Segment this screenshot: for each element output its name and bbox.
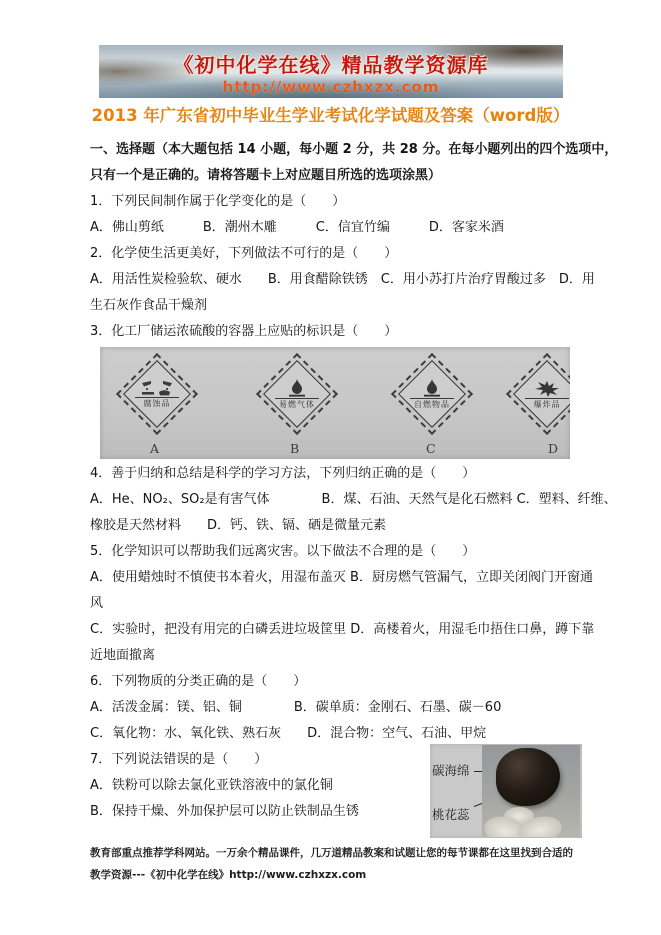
footer-line2: 教学资源---《初中化学在线》http://www.czhxzx.com bbox=[90, 869, 367, 881]
carbon-sponge-figure bbox=[430, 744, 582, 838]
document-title: 2013 年广东省初中毕业生学业考试化学试题及答案（word版） bbox=[91, 106, 570, 125]
question-7-option-a: A．铁粉可以除去氯化亚铁溶液中的氯化铜 bbox=[90, 778, 333, 793]
question-7-option-b: B．保持干燥、外加保护层可以防止铁制品生锈 bbox=[90, 804, 359, 819]
page-footer bbox=[90, 842, 571, 886]
corrosive-icon bbox=[140, 380, 174, 396]
sign-divider bbox=[275, 398, 319, 399]
question-1-options: A．佛山剪纸 B．潮州木雕 C．信宜竹编 D．客家米酒 bbox=[90, 220, 504, 235]
sign-divider bbox=[410, 398, 454, 399]
question-5-options-line1: A．使用蜡烛时不慎使书本着火，用湿布盖灭 B．厨房燃气管漏气，立即关闭阀门开窗通 bbox=[90, 570, 593, 585]
question-5-stem: 5．化学知识可以帮助我们远离灾害。以下做法不合理的是（ ） bbox=[90, 544, 476, 559]
question-7-stem: 7．下列说法错误的是（ ） bbox=[90, 752, 268, 767]
explosion-icon bbox=[534, 379, 560, 397]
question-5-options-line3: C．实验时，把没有用完的白磷丢进垃圾筐里 D．高楼着火，用湿毛巾捂住口鼻，蹲下靠 bbox=[90, 622, 595, 637]
question-2-options-line1: A．用活性炭检验软、硬水 B．用食醋除铁锈 C．用小苏打片治疗胃酸过多 D．用 bbox=[90, 272, 595, 287]
sponge-photo bbox=[482, 745, 580, 837]
question-6-options-line1: A．活泼金属：镁、铝、铜 B．碳单质：金刚石、石墨、碳－60 bbox=[90, 700, 502, 715]
question-3-stem: 3．化工厂储运浓硫酸的容器上应贴的标识是（ ） bbox=[90, 324, 398, 339]
flame-icon bbox=[287, 379, 307, 397]
hazard-label-flammable-gas: 易燃气体 bbox=[279, 400, 315, 409]
hazard-sign-explosive bbox=[506, 353, 570, 435]
question-4-options-line1: A．He、NO₂、SO₂是有害气体 B．煤、石油、天然气是化石燃料 C．塑料、纤维、 bbox=[90, 492, 617, 507]
hazard-signs-figure bbox=[100, 347, 570, 459]
hazard-sign-flammable-gas bbox=[256, 353, 338, 435]
section-header-line2: 只有一个是正确的。请将答题卡上对应题目所选的选项涂黑） bbox=[90, 168, 442, 183]
question-5-options-line4: 近地面撤离 bbox=[90, 648, 156, 663]
option-letter-c: C bbox=[426, 441, 436, 456]
carbon-sponge-label: 碳海绵 bbox=[432, 763, 470, 778]
question-4-options-line2: 橡胶是天然材料 D．钙、铁、镉、硒是微量元素 bbox=[90, 518, 387, 533]
question-5-options-line2: 风 bbox=[90, 596, 104, 611]
hazard-label-corrosive: 腐蚀品 bbox=[143, 399, 171, 408]
site-banner-image bbox=[99, 45, 563, 98]
banner-site-url: http://www.czhxzx.com bbox=[222, 78, 440, 96]
peach-stamen-label: 桃花蕊 bbox=[432, 807, 470, 822]
question-1-stem: 1．下列民间制作属于化学变化的是（ ） bbox=[90, 194, 346, 209]
question-4-stem: 4．善于归纳和总结是科学的学习方法，下列归纳正确的是（ ） bbox=[90, 466, 476, 481]
section-header-line1: 一、选择题（本大题包括 14 小题，每小题 2 分，共 28 分。在每小题列出的四个选项中， bbox=[90, 142, 618, 157]
carbon-sponge-block bbox=[496, 748, 560, 806]
flame-icon bbox=[422, 379, 442, 397]
question-2-options-line2: 生石灰作食品干燥剂 bbox=[90, 298, 208, 313]
sign-divider bbox=[135, 397, 179, 398]
option-letter-b: B bbox=[290, 441, 300, 456]
hazard-label-spontaneous: 自燃物品 bbox=[414, 400, 450, 409]
hazard-label-explosive: 爆炸品 bbox=[533, 400, 561, 409]
option-letter-a: A bbox=[150, 441, 160, 456]
sign-divider bbox=[525, 398, 569, 399]
hazard-sign-corrosive bbox=[116, 353, 198, 435]
hazard-sign-spontaneous-combustion bbox=[391, 353, 473, 435]
question-2-stem: 2．化学使生活更美好，下列做法不可行的是（ ） bbox=[90, 246, 398, 261]
question-6-options-line2: C．氧化物：水、氧化铁、熟石灰 D．混合物：空气、石油、甲烷 bbox=[90, 726, 487, 741]
option-letter-d: D bbox=[548, 441, 559, 456]
footer-line1: 教育部重点推荐学科网站。一万余个精品课件，几万道精品教案和试题让您的每节课都在这里找到合适的 bbox=[90, 847, 573, 859]
banner-site-title: 《初中化学在线》精品教学资源库 bbox=[173, 53, 489, 77]
question-6-stem: 6．下列物质的分类正确的是（ ） bbox=[90, 674, 307, 689]
